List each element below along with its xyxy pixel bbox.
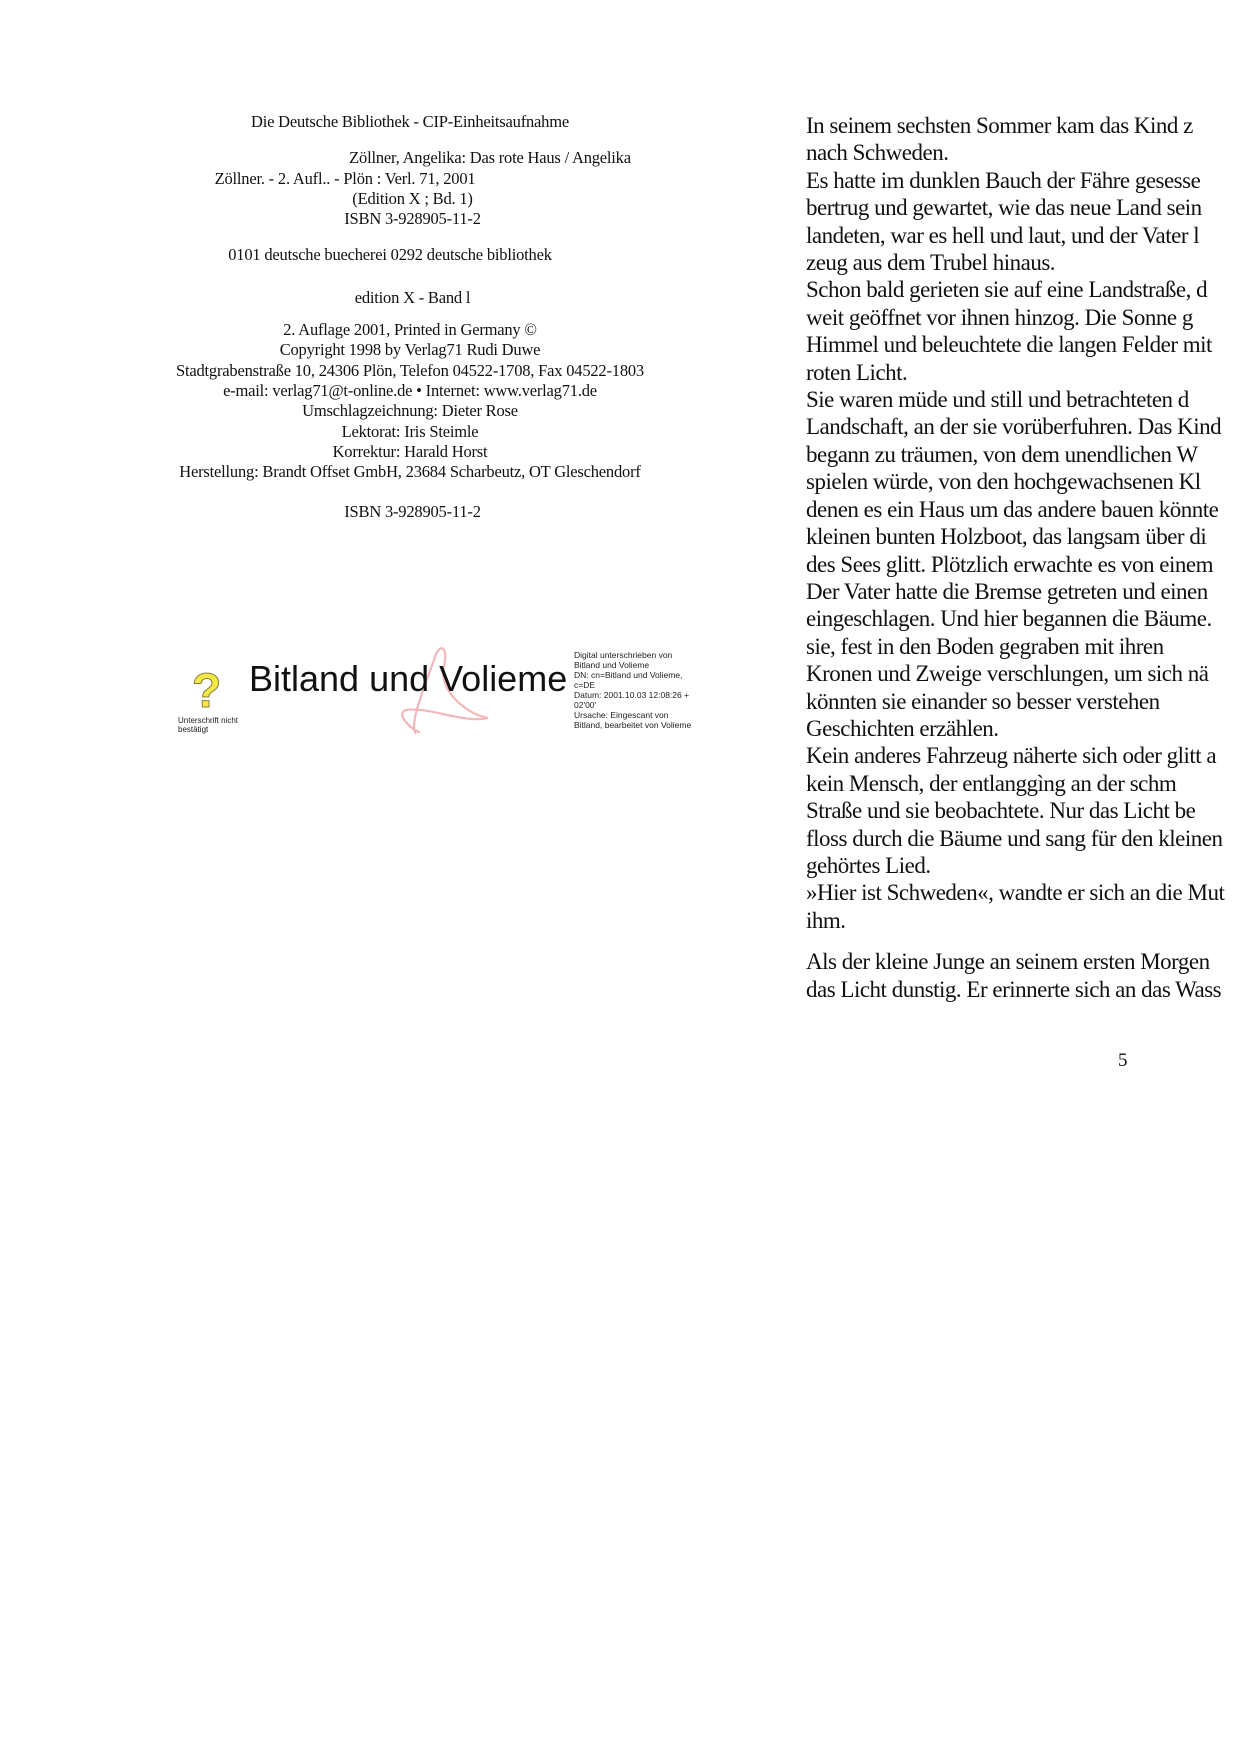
- series-line: edition X - Band l: [354, 287, 471, 307]
- signature-detail-line: Bitland und Volieme: [574, 660, 650, 670]
- signer-name: Bitland und Volieme: [249, 658, 568, 699]
- story-next-paragraph: [806, 948, 1239, 1003]
- story-line: landeten, war es hell und laut, und der Vater l: [806, 222, 1200, 248]
- story-line: »Hier ist Schweden«, wandte er sich an die Mut: [806, 880, 1225, 906]
- story-line: bertrug und gewartet, wie das neue Land sein: [806, 195, 1202, 221]
- story-line: könnten sie einander so besser verstehen: [806, 688, 1160, 714]
- story-line: Als der kleine Junge an seinem ersten Morgen: [806, 949, 1210, 975]
- cip-entry-line-1: Zöllner, Angelika: Das rote Haus / Angelika: [349, 148, 631, 168]
- story-line: kein Mensch, der entlanggìng an der schm: [806, 770, 1177, 796]
- story-line: denen es ein Haus um das andere bauen könnte: [806, 496, 1219, 522]
- digital-signature-block[interactable]: [176, 648, 706, 738]
- story-line: Geschichten erzählen.: [806, 715, 999, 741]
- story-line: Es hatte im dunklen Bauch der Fähre gesesse: [806, 167, 1201, 193]
- story-line: Landschaft, an der sie vorüberfuhren. Das Kind: [806, 414, 1222, 440]
- story-line: roten Licht.: [806, 359, 908, 385]
- signature-status: Unterschrift nicht bestätigt: [178, 716, 239, 734]
- story-line: floss durch die Bäume und sang für den kleinen: [806, 825, 1223, 851]
- story-line: In seinem sechsten Sommer kam das Kind z: [806, 113, 1193, 138]
- story-line: eingeschlagen. Und hier begannen die Bäume.: [806, 606, 1212, 632]
- story-line: sie, fest in den Boden gegraben mit ihren: [806, 633, 1164, 659]
- signature-details: [574, 650, 714, 730]
- story-line: das Licht dunstig. Er erinnerte sich an das Wass: [806, 976, 1222, 1002]
- cover-credit: Umschlagzeichnung: Dieter Rose: [302, 401, 518, 421]
- story-line: gehörtes Lied.: [806, 852, 931, 878]
- story-line: Straße und sie beobachtete. Nur das Licht be: [806, 798, 1196, 824]
- classification-line: 0101 deutsche buecherei 0292 deutsche bibliothek: [228, 245, 552, 265]
- story-line: des Sees glitt. Plötzlich erwachte es von einem: [806, 551, 1213, 577]
- story-line: Schon bald gerieten sie auf eine Landstraße, d: [806, 277, 1208, 303]
- story-line: kleinen bunten Holzboot, das langsam über di: [806, 524, 1207, 550]
- story-line: begann zu träumen, von dem unendlichen W: [806, 441, 1198, 467]
- edition-line: 2. Auflage 2001, Printed in Germany ©: [283, 320, 537, 340]
- story-line: nach Schweden.: [806, 140, 949, 166]
- question-mark-icon: ?: [192, 665, 222, 718]
- story-line: spielen würde, von den hochgewachsenen Kl: [806, 469, 1201, 495]
- signature-detail-line: Bitland, bearbeitet von Volieme: [574, 720, 692, 730]
- cip-entry-line-3: (Edition X ; Bd. 1): [352, 188, 473, 208]
- isbn-line: ISBN 3-928905-11-2: [344, 502, 481, 522]
- story-line: Sie waren müde und still und betrachteten d: [806, 387, 1189, 413]
- page-number: 5: [1118, 1050, 1128, 1071]
- cip-isbn: ISBN 3-928905-11-2: [344, 209, 481, 229]
- story-line: Himmel und beleuchtete die langen Felder mit: [806, 332, 1212, 358]
- signature-detail-line: 02'00': [574, 700, 597, 710]
- production-credit: Herstellung: Brandt Offset GmbH, 23684 Scharbeutz, OT Gleschendorf: [179, 462, 641, 482]
- story-line: Kronen und Zweige verschlungen, um sich nä: [806, 661, 1209, 687]
- signature-detail-line: Ursache: Eingescant von: [574, 710, 669, 720]
- cip-entry-line-2: Zöllner. - 2. Aufl.. - Plön : Verl. 71, 2001: [214, 168, 476, 188]
- signature-detail-line: Digital unterschrieben von: [574, 650, 673, 660]
- editor-credit: Lektorat: Iris Steimle: [341, 421, 479, 441]
- story-line: zeug aus dem Trubel hinaus.: [806, 250, 1056, 276]
- imprint-page: [130, 112, 690, 523]
- story-text: [806, 112, 1239, 934]
- story-line: Kein anderes Fahrzeug näherte sich oder glitt a: [806, 743, 1217, 769]
- copyright-line: Copyright 1998 by Verlag71 Rudi Duwe: [279, 340, 541, 360]
- publisher-address: Stadtgrabenstraße 10, 24306 Plön, Telefon 04522-1708, Fax 04522-1803: [176, 360, 644, 380]
- signature-detail-line: Datum: 2001.10.03 12:08:26 +: [574, 690, 690, 700]
- story-line: weit geöffnet vor ihnen hinzog. Die Sonne g: [806, 304, 1193, 330]
- signature-detail-line: DN: cn=Bitland und Volieme,: [574, 670, 683, 680]
- cip-heading: Die Deutsche Bibliothek - CIP-Einheitsaufnahme: [251, 112, 569, 131]
- signature-detail-line: c=DE: [574, 680, 596, 690]
- publisher-contact: e-mail: verlag71@t-online.de • Internet: www.verlag71.de: [223, 380, 597, 400]
- story-page: [806, 112, 1239, 1003]
- story-line: Der Vater hatte die Bremse getreten und einen: [806, 578, 1208, 604]
- proofreading-credit: Korrektur: Harald Horst: [332, 441, 488, 461]
- story-line: ihm.: [806, 907, 846, 933]
